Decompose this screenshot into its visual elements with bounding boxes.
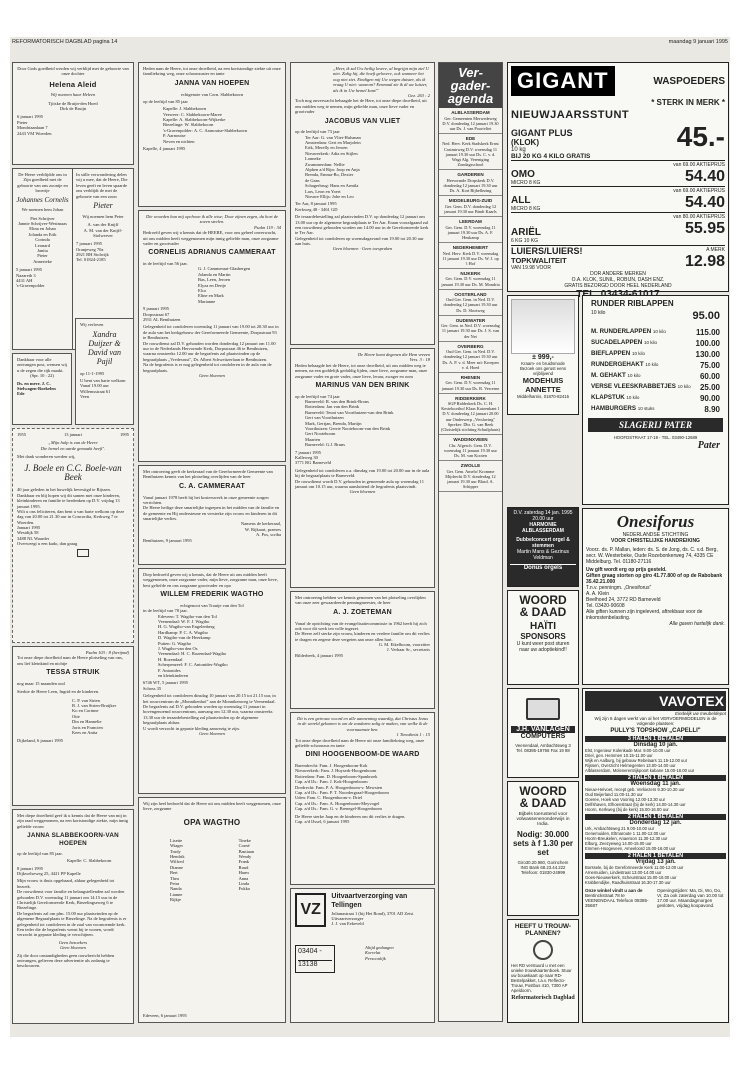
agenda-item-body: Ger. Gem. D.V. woensdag 11 januari 19.30 uur Ds. A. F. Heukamp [445,224,496,240]
agenda-item [439,342,502,373]
death-notice-tessa: Psalm 103 : 8 (berijmd) Tot onze diepe droefheid nam de Heere plotseling van ons, ons lief kleinkind en nichtje TESSA STRUIK nog maar 15 maanden oud Sterkte de Heere Leen, Ingrid en de kinderen. C. P. van Strien B. J. van Strien-Bruijker Ko en Corinne Otte Din en Hannelie Joris en Francien Kees en Anita Dijkeland, 6 januari 1995 [12,646,134,806]
meat-unit: 10 kilo [627,373,641,378]
agenda-list [439,108,502,492]
agenda-item [439,134,502,170]
onesiforus-logo: Onesiforus [616,512,695,531]
meat-unit: 10 kilo [643,340,657,345]
agenda-item-body: Oud Ger. Gem. in Ned. D.V. donderdag 12 januari 19.30 uur Ds. A. P. v. d. Meer m/r Kroepen v. d. Hoed [442,349,499,370]
day-offer: 2 HALEN 1 BETALEN [585,775,726,781]
meat-price: 75.00 [699,361,720,370]
computer-icon [526,698,560,720]
day-date: Dinsdag 10 jan. [633,742,678,748]
funeral-service-ad: VZ Uitvaartverzorging van Tellingen Julianastraat 1 (bij Het Rond), 3701 AD Zeist Uitvaartverzorger J. J. van Eekeveld 03404 - 13138 Altijd geduagen Korrelat Persoonlijk [290,888,435,1023]
phone-number: 13138 [298,960,332,970]
engagement-notice: Wij verloven Xandra Duijzer & David van Pajil op 11-1-1995 U bent van harte welkom Vanaf 19.00 uur Willemsstraat 61 Veen [75,318,134,425]
meat-name: BIEFLAPPEN [591,350,631,357]
meat-price: 90.00 [699,394,720,403]
agenda-item-body: Chr. Afgesch. Gem. D.V. woensdag 11 januari 19.30 uur Ds. M. van Kooten [444,442,497,458]
detergent-was: van 69.00 AKTIEPRIJS [673,188,725,194]
agenda-item-place: WADDINXVEEN [453,437,488,443]
detergent-row [511,186,725,212]
anniversary-announcement: 1955 13 januari 1995 „Mijn hulp is van de Heere Die hemel en aarde gemaakt heeft". Met dank wonderen werden wij, J. Boele en C.C. Boele-van Beek 40 jaar geleden in het huwelijk bevestigd te Rijssen. Dankbaar en blij hopen wij dit samen met onze kinderen, kleinkinderen en familie te herdenken op D.V. vrijdag 13 januari 1995. Wilt u ons feliciteren, dan bent u van harte welkom op deze dag van 20.00 tot 21.30 uur in Concordia, Kerkweg 7 te Woerden. Januari 1995 Westdijk 58 3488 NL Waarder Overweegt u een kado, dan graag [12,428,134,643]
day-stops: Elst, Ingenieur Kolenkade Mar. 9.00-10.00 uur Driel, gen. Hemmen 10.15-11.00 uur Wijk en Aalburg, bij gebouw Rebelaars 11.15-12.00 uur Rijssen, Overzicht Helmegenten 13.00-14.00 uur Alblasserdam, Molenerentrijkpoort kabane 15.00-16.00 uur [585,748,695,773]
envelope-icon [77,549,89,557]
agenda-item [439,196,502,217]
agenda-item-body: Ger. Gemeenten Merwedeweg D.V. donderdag 12 januari 19.30 uur Ds. J. van Poortvliet [442,115,499,131]
detergent-name: ALL [511,195,531,206]
child-name: Pieter [93,200,113,210]
death-notice-cammeraat: Die woorden hun mij opchoon ik alle wise; Door zijnen zegen, du hort de zoeen strelen. Psalm 119 : 34 Bedroefd geven wij u kennis dat de HEERE, voor ons geheel onverwacht, uit ons midden heeft weggenomen mijn innig geliefde man, onze zorgzame vader en grootvader CORNELIS ADRIANUS CAMMERAAT in de leeftijd van 56 jaar. G. J. Cammeraat-Glasbergen Jolanda en Martin Bas, Leen, Jeroen Elyza en Dertje Elco Eline en Mark Marianne 9 januari 1995 Dorpsstraat 67 2931 AL Benthuizen Gelegenheid tot condoleren woensdag 11 januari van 19.00 tot 20.30 uur in de aula van het kerkgebouw der Gereformeerde Gemeente, Dorpsstraat 93 te Benthuizen. De rouwdienst zal D.V. gehouden worden donderdag 12 januari om 11.00 uur in de Nederlands Hervormde Kerk, Dorpsstraat 46 te Benthuizen, waarna omstreeks 12.00 uur de begrafenis zal plaatsvinden op de begraafplaats „Vredesrust", Dr. Albert Schweitzerlaan te Benthuizen. Na de begrafenis is er nog gelegenheid tot condoleren in de aula van de begraafplaats. Geen bloemen [138,210,286,462]
death-notice-janna-van-hoepen: Heden nam de Heere, tot onze droefheid, na een kortstondige ziekte uit onze familiekring weg, onze schoonzuster en tante JANNA VAN HOEPEN echtgenote van Corn. Slabbekoorn op de leeftijd van 85 jaar Kapelle: J. Slabbekoorn Veeweer: C. Slabbekoorn-Maree Kapelle: A. Slabbekoorn-Wijkerke Biezelinge: W. Slabbekoorn 's-Gravenpolder: A. C. Aarnoutse-Slabbekoorn P. Aarnoutse Neven en nichten Kapelle, 4 januari 1995 [138,62,286,207]
detergent-row [511,212,725,238]
concert-ad: D.V. zaterdag 14 jan. 1995 20.00 uur HARMONIE ALBLASSERDAM Dubbelconcert orgel & stemmen Martin Mans & Gezinus Veldman Donus orgels [507,507,579,587]
schedule-day [585,853,726,885]
butcher-logo: Pater [697,440,720,451]
agenda-item [439,435,502,461]
agenda-item-body: Ger. Gem. D.V. woensdag 11 januari 19.30 uur Ds. R. Vercerne [441,380,500,391]
meeting-agenda [438,62,503,1022]
day-stops: Urk, Ambachtsweg 21 9.00-10.00 uur Genemuiden, Eltmaroute 1 11.00-12.00 uur Hoorn-Breukelen, Anaeroon 11.30-12.30 uur Elburg, Zeezyeweg 14.00-15.00 uur Emmen-Hoogeveen, Ameeloord 15.00-16.00 uur [585,826,676,851]
day-date: Woensdag 11 jan. [630,781,681,787]
death-notice-opa-wagtho: Wij zijn heel bedroefd dat de Heere uit ons midden heeft weggenomen, onze lieve, zorgzame OPA WAGTHO Lisette Wiager Trudy Hendrik Wilfred Dianne Bert Thea Petra Nanda Lianne Rijkje Tineke Corné Bastiaan Wendy Frank Ruud Harm Anna Linda Fokko Edeveen, 6 januari 1995 [138,797,286,1023]
agenda-item-place: OOSTERLAND [454,291,487,297]
meat-price: 8.90 [704,405,720,414]
agenda-item [439,217,502,243]
deceased-name: JANNA SLABBEKOORN-VAN HOEPEN [27,832,119,848]
agenda-item-body: Ger. Gem. in Ned. D.V. woensdag 11 januari 19.30 uur Ds. J. S. van der Net [441,323,500,339]
day-date: Donderdag 12 jan. [629,820,682,826]
agenda-item-place: OVERBERG [457,343,484,349]
deceased-name: A. J. ZOETEMAN [333,608,392,616]
church-notice-cammeraat: Met ontroering geeft de kerkeraad van de Gereformeerde Gemeente van Benthuizen kennis van het plotseling overlijden van de heer C. A. CAMMERAAT Vanaf januari 1978 heeft hij het kosterswerk in onze gemeente zorgen verrichten. De Heere heilige deze smartelijke ingrepen in het midden van de familie en de gemeente en Hij ondersteune en versterke zijn vrouw en kinderen in dit smartelijke verlies. Namens de kerkeraad, W. Rijkaart, praeses A. Pos, scriba Benthuizen, 9 januari 1995 [138,465,286,565]
org-name: Uitvaartverzorging van Tellingen [331,893,408,909]
detergent-list [511,160,725,238]
agenda-item-body: Ger. Gem. D.V. woensdag 11 januari 19.30 uur Ds. M. Mondria [441,276,500,287]
day-stops: Nieuw-Helvoet, recept geb. Verkiezers 9.30-10.30 uur Oud Beijerland 11.00-11.30 uur Goeree, Hoek van Vooring 12.00-13.30 uur Delfshaven, Elhoenstraat (bij de kerk) 14.00-14.30 uur Hoorn, Kerkweg (bij de kerk) 15.00-16.00 uur [585,787,686,812]
agenda-item [439,461,502,492]
agenda-item [439,394,502,435]
detergent-price: 54.40 [684,194,725,211]
agenda-item [439,290,502,316]
gigant-logo: GIGANT [511,66,615,96]
agenda-item-body: Ned. Herv. Kerk Stadskerk Ernst Casimirweg D.V. woensdag 11 januari 19.30 uur Ds. C. v. d. Wagt Alg. Vereniging Zondagsschool [442,141,499,168]
agenda-item-place: LEERDAM [459,219,482,225]
meat-name: HAMBURGERS [591,405,637,412]
deceased-name: WILLEM FREDERIK WAGTHO [160,591,264,599]
death-notice-janna: Met diepe droefheid geef ik u kennis dat de Heere van mij in zijn raad weggenomen, na een kortstondige ziekte, mijn innig geliefde vrouw JANNA SLABBEKOORN-VAN HOEPEN op de leeftijd van 85 jaar. Kapelle: C. Slabbekoorn 8 januari 1995 Dijkwelseweg 25, 4421 PP Kapelle Mijn vrouw is thuis opgebaard, aldaar gelegenheid tot bezoek. De rouwdienst voor familie en belangstellenden zal worden gehouden D.V. woensdag 11 januari om 14.15 uur in de Christelijk Gereformeerde Kerk, Biezelingseweg 6 te Biezelinge. De begrafenis zal om plm. 15.00 uur plaatsvinden op de algemene Begraafplaats te Biezelinge. Na de begrafenis is er gelegenheid tot condoleren in de zaal van voornoemde kerk. Een ieder die de begrafenis wenst bij te wonen, wordt verzocht in gepaste kleding te verschijnen. Geen bezoekers Geen bloemen Zij die door onstandigheden geen rouwbericht hebben ontvangen, gelieven deze advertentie als zodanig te beschouwen. [12,809,134,1024]
computers-name: J.H. VANLAGEN [511,726,575,733]
detergent-was: van 69.00 AKTIEPRIJS [673,162,725,168]
child-name: Helena Aleid [49,79,97,89]
agenda-item [439,108,502,134]
meat-name: M. RUNDERLAPPEN [591,328,652,335]
butcher-name: SLAGERIJ PATER [588,418,723,432]
meat-item [585,404,726,415]
agenda-item-place: MIDDELBURG-ZUID [448,198,493,204]
birth-announcement-helena [12,62,134,165]
agenda-item [439,269,502,290]
death-notice-van-vliet: „Heer, ik zal Uw heilig lovere, al begrijpt mijn ziel U niet. Zalig hij, die hoeft gelovere, ook wanneer het oog niet ziet. Eindigen mij Uw wegen duister, als ik vraag U niet: waarom? Eenmaal zie ik ál uw luister, als ik in Uw hemel kom!" Gez. 263 : 2 Toch nog onverwacht behaagde het de Here, tot onze diepe droefheid, uit ons midden weg te nemen, mijn geliefde man, onze lieve vader en grootvader JACOBUS VAN VLIET op de leeftijd van 73 jaar Ter Aar: G. van Vliet-Hulsman Amsterdam: Gert en Marjolein Erik, Merelly en Jeroen Nieuwerkerk: Adia en Stijlen Lonneke Zwammerdam: Nellie Alphen a/d Rijn: Joop en Anja Brenda, Emma-Bo, Dexter de Gans Schagerbrug: Hans en Armila Lars, Leon en Yoert Nieuwe Ellijs: Jobe en Leo Ter Aar, 8 januari 1995 Kerkweg 48 - 3461 GD De teraardebestelling zal plaatsvinden D.V. op donderdag 12 januari om 13.00 uur op de algemene begraafplaats te Ter Aar. Eraan voorafgaand zal een rouwdienst gehouden worden om 14.00 uur in de Gereformeerde kerk te Ter Aar. Gelegenheid tot condoleren op woensdagavond van 19.00 tot 20.30 uur aan huis. Geen bloemen · Geen toespraken [290,62,435,345]
agenda-item-place: RHENEN [460,374,481,380]
birth-pieter: In stille verwondering delen wij u mee, dat de Heere, Die leven geeft en leven spaarde ons verblijdt de met de geboorte van een zoon Pieter Wij noemen hem Peter A. van der Knijff A. M. van der Knijff-Stolwerver 7 januari 1995 Oranjeweg 70a 2921 BH Stolwijk Tel. 01824-2185 [73,169,133,349]
deceased-name: OPA WAGTHO [183,817,241,827]
deceased-name: JACOBUS VAN VLIET [324,117,401,125]
vavotex-schedule [585,736,726,885]
meat-name: M. GEHAKT [591,372,626,379]
day-offer: 2 HALEN 1 BETALEN [585,853,726,859]
thanks-notice: Dankbaar voor alle ontvangen post, wensen wij u de zegen die rijk maakt. (Spr. 10 : 22) Ds. en mevr. J. C. Stelwagen-Roekelen Ede [12,353,72,425]
detergent-was: van 80.00 AKTIEPRIJS [673,214,725,220]
deceased-name: TESSA STRUIK [46,669,100,677]
agenda-item-place: GARDEREN [457,172,484,178]
agenda-item-place: OUDEWATER [455,317,486,323]
meat-price: 115.00 [695,328,720,337]
woord-daad-haiti-ad: WOORD & DAAD HAÏTI SPONSORS U kunt weer post sturen naar uw adoptiekind!! [507,590,579,685]
vavotex-logo: VAVOTEX [585,691,726,711]
meat-name: RUNDERGEHAKT [591,361,644,368]
day-offer: 2 HALEN 1 BETALEN [585,814,726,820]
agenda-item [439,170,502,196]
death-notice-van-den-brink: De Heere komt degenen die Hem vrezen Vers. 3 : 18 Heden behaagde het de Heere, tot onze droefheid, uit ons midden weg te nemen, na een goddelijk geduldig lijden, onze lieve, zorgzame man, onze zorgzame vader en grote vader, onze lieve, leraar, zwager en oom MARINUS VAN DEN BRINK op de leeftijd van 74 jaar Barneveld: R. van den Brink-Brons Rotterdam: Jan van den Brink Barneveld: Teuni van Voorthuizen-van den Brink Gert van Voorthuizen Mark, Gertjan, Brenda, Martijn Voorthuizen: Gerrie Nooteboom-van den Brink Gert Nooteboom Maarten Barneveld: G.J. Bruns 7 januari 1995 Kalleweg 30 3771 RG Barneveld Gelegenheid tot condoleren o.a. dinsdag van 19.00 tot 20.00 uur in de aula bij de begraafplaats te Barneveld. De rouwdienst wordt D.V. gehouden in genoemde aula op woensdag 11 januari om 10.15 uur, waarna aansluitend de begrafenis plaatsvindt. Geen bloemen [290,348,435,588]
meat-unit: 10 kilo [626,395,640,400]
parents: Tjitske de Bruijn-den Hoed Dirk de Bruijn [48,100,98,111]
schedule-day [585,814,726,851]
agenda-item [439,373,502,394]
gigant-ad: GIGANT WASPOEDERS * STERK IN MERK * NIEUWJAARSSTUNT GIGANT PLUS (KLOK) 10 kg 45.- BIJ 20 KG 4 KILO GRATIS OMO MICRO 8 KG van 69.00 AKTIEPRIJS 54.40 ALL MICRO 8 KG van 69.00 AKTIEPRIJS 54.40 ARIËL van 80.00 AKTIEPRIJS 55.95 6 KG 10 KG LUIERS/LUIERS! TOPKWALITEIT VAN 19.98 VOOR A MERK 12.98 DOR ANDERE MERKEN O.A. KLOK, SUNIL, ROBIJN, DASH ENZ. GRATIS BEZORGD DOOR HEEL NEDERLAND [507,62,729,292]
deceased-name: JANNA VAN HOEPEN [174,79,250,87]
diaper-price: 12.98 [684,253,725,270]
nickname: Wij noemen haar Heleen [50,92,96,98]
agenda-item-body: SGP Ridderkerk Ds. C. H. Kesteloorthof Klaas Katoenkant 1 D.V. donderdag 12 januari 20.00 uur Onderwerp „Verslaving" Spreker: Dhr. G. van Beek (Christelijk stichting Schuilplaats) [441,401,500,432]
detergent-name: ARIËL [511,227,541,238]
header-left: REFORMATORISCH DAGBLAD pagina 14 [12,39,118,45]
address: 6 januari 1995 Pieter Mondriaanlaan 7 2443 VM Woerden [17,114,52,136]
detergent-price: 54.40 [684,168,725,185]
meat-name: VERSE VLEESKRABBETJES [591,383,676,390]
day-offer: 3 HALEN 1 BETALEN [585,736,726,742]
deceased-name: MARINUS VAN DEN BRINK [315,381,410,389]
detergent-name: OMO [511,169,535,180]
agenda-item-place: ZWOLLE [460,463,481,469]
detergent-row [511,160,725,186]
meat-item [585,349,726,360]
meat-item [585,327,726,338]
announcement-intro: Door Gods goedheid werden wij verblijd met de geboorte van onze dochter [17,66,129,77]
funeral-logo-icon: VZ [295,893,326,927]
meat-unit: 10 kilo [631,351,645,356]
schedule-day [585,775,726,812]
notice-zoeteman: Met ontroering hebben we kennis genomen van het plotseling overlijden van onze zeer gewaardeerde penningmeester, de heer A. J. ZOETEMAN Vanaf de oprichting van de evangelisatiecommissie in 1962 heeft hij zich ook voor dit werk ten volle ingezet. De Heere zelf sterke zijn vrouw, kinderen en verdere familie om dit verlies te dragen en zegene deze vergeten aan onze allen hart. G. M. Eikelboom, voorzitter J. Verhaar Sr., secretaris Bilderbeek, 4 januari 1995 [290,591,435,709]
agenda-item [439,243,502,269]
couple-names: Xandra Duijzer & David van Pajil [87,330,122,366]
birth-johannes: De Heere verblijdde ons in Zijn goedheid met de geboorte van ons zoontje en broertje Johannes Cornelis We noemen hem Johan Piet Schrijver Jannie Schrijver-Westmaas Elina en Johan Jolanda en Erik Corinda Leonard Janita Pieter Annerieke 5 januari 1995 Nazareth 3 4431 AH 's-Gravenpolder [13,169,73,349]
meat-unit: 10 kilo [645,362,659,367]
detergent-kg: MICRO 8 KG [511,206,541,212]
woord-daad-india-ad: WOORD & DAAD Bijbels toerustend voor volwassenenonderwijs in India. Nodig: 30.000 sets à f 1.30 per set Giro30.20.980, Gorinchem ING Bank 68.23.44.222 Telefoon: 01830-24999 [507,781,579,916]
agenda-item-body: Oud Ger. Gem. in Ned. D.V. donderdag 12 januari 19.30 uur Ds. D. Slootweg [443,297,498,313]
meat-item [585,393,726,404]
agenda-item-body: Hervormde Dorpskerk D.V. donderdag 12 januari 19.30 uur Ds. A. Kort Bijbellezing [443,177,498,194]
meat-unit: 10 kilo [677,384,691,389]
agenda-item [439,316,502,342]
vavotex-ad: VAVOTEX Eindelijk uw meubeldepot Wij zijn 6 dagen werkt van al het VERVOERMIDDELEN in de volgende plaatsen: PULLY'S TOPSHOW „CAPELLI" 3 HALEN 1 BETALEN Dinsdag 10 jan. Elst, Ingenieur Kolenkade Mar. 9.00-10.00 uur Driel, gen. Hemmen 10.15-11.00 uur Wijk en Aalburg, bij gebouw Rebelaars 11.15-12.00 uur Rijssen, Overzicht Helmegenten 13.00-14.00 uur Alblasserdam, Molenerentrijkpoort kabane 15.00-16.00 uur 2 HALEN 1 BETALEN Woensdag 11 jan. Nieuw-Helvoet, recept geb. Verkiezers 9.30-10.30 uur Oud Beijerland 11.00-11.30 uur Goeree, Hoek van Vooring 12.00-13.30 uur Delfshaven, Elhoenstraat (bij de kerk) 14.00-14.30 uur Hoorn, Kerkweg (bij de kerk) 15.00-16.00 uur 2 HALEN 1 BETALEN Donderdag 12 jan. Urk, Ambachtsweg 21 9.00-10.00 uur Genemuiden, Eltmaroute 1 11.00-12.00 uur Hoorn-Breukelen, Anaeroon 11.30-12.30 uur Elburg, Zeezyeweg 14.00-15.00 uur Emmen-Hoogeveen, Ameeloord 15.00-16.00 uur 2 HALEN 1 BETALEN Vrijdag 13 jan. Borssele, bij de Gereformeerde Kerk 11.00-12.00 uur Arnemuiden, Lindestraat 13.00-14.00 uur Goes-Nieuwerkerk, Scheurstraat 15.00-16.00 uur Krabbendijke, Raadhuisstraat 16.30-17.30 uur Onze winkel vindt u aan de Bentinckstraat 78 te VEENENDAAL Telefoon 08385-35687 Openingstijden: Ma, Di, Wo, Do, Vr, Za ook zaterdag van 10.00 tot 17.00 uur. Maandagmorgen gesloten, vrijdag koopavond. [582,688,729,1023]
agenda-item-place: ALBLASSERDAM [451,110,490,115]
deceased-name: C. A. CAMMERAAT [179,482,245,490]
meat-unit: 10 kilo [652,329,666,334]
meat-item [585,338,726,349]
modehuis-name: MODEHUIS ANNETTE [522,376,564,394]
butcher-ad: RUNDER RIBLAPPEN 10 kilo 95.00 M. RUNDERLAPPEN 10 kilo 115.00 SUCADELAPPEN 10 kilo 100.00 BIEFLAPPEN 10 kilo 130.00 RUNDERGEHAKT 10 kilo 75.00 M. GEHAKT 10 kilo 60.00 VERSE VLEESKRABBETJES 10 kilo 25.00 KLAPSTUK 10 kilo 90.00 HAMBURGERS 10 stuks 8.90 SLAGERIJ PATER HOOFDSTRAAT 17-19 - TEL. 03490-12689 Pater [582,295,729,505]
meat-item [585,382,726,393]
child-name: Johannes Cornelis [16,195,69,204]
meat-item [585,360,726,371]
phone-prefix: 03404 - [298,948,322,955]
agenda-item-place: RIDDERKERK [455,395,486,401]
bride-image [511,299,575,354]
day-stops: Borssele, bij de Gereformeerde Kerk 11.00-12.00 uur Arnemuiden, Lindestraat 13.00-14.00 uur Goes-Nieuwerkerk, Scheurstraat 15.00-16.00 uur Krabbendijke, Raadhuisstraat 16.30-17.30 uur [585,865,684,885]
couple-names: J. Boele en C.C. Boele-van Beek [24,462,122,483]
meat-name: SUCADELAPPEN [591,339,643,346]
meat-price: 25.00 [699,383,720,392]
onesiforus-ad: Onesiforus NEDERLANDSE STICHTING VOOR CHRISTELIJKE HANDREIKING Voorz. ds. P. Mallan, leden: ds. S. de Jong, ds. C. v.d. Berg, secr. W. Westerbeke, Oude Rozebonkerweg 74, 4335 CE Middelburg. Tel. 01180-27116 Uw gift wordt erg op prijs gesteld. Giften graag storten op giro 41.77.800 of op de Rabobank 35.42.21.000 T.n.v. penningm. „Onesiforus" A. A. Klein Beelhoed 24, 3772 RD Barneveld Tel. 03420-90608 Alle giften kunnen zijn ingeleverd, aftrekbaar voor de inkomstenbelasting. Alle gaven hartelijk dank. [582,508,729,685]
detergent-price: 55.95 [684,220,725,237]
agenda-item-place: EDE [465,135,476,141]
meat-price: 60.00 [699,372,720,381]
meat-price: 130.00 [695,350,720,359]
agenda-item-place: NEDERHEMERT [452,245,489,250]
meat-list [585,327,726,415]
schedule-day [585,736,726,773]
death-notice-hoogenboom: Dit is een getrouw woord en alle aanneming waardig, dat Christus Jezus in de wereld gekomen is om de zondaren zalig te maken, van welke ik de voornaamste ben. 1 Timotheüs 1 : 15 Tot onze diepe droefheid nam de Heere uit onze familiekring weg, onze geliefde schoonzus en tante DINI HOOGENBOOM-DE WAARD Barendrecht: Fam. J. Hoogenboom-Kok Nieuwerkerk: Fam. J. Huyserk-Hoogenboom Rotterdam: Fam. D. Hoogenboom-Spanbroek Cap. a/d IJs.: Fam. J. Kok-Hoogenboom Dordrecht: Fam. P. A. Hoogenboom-v. Mewsten Cap. a/d IJs.: Fam. P. T. Noordergraaf-Hoogenboom Uden: Fam. C. Hoogenboom-v. Driel Cap. a/d IJs.: Fam. A. Hoogenboom-Meyvogel Cap. a/d IJs.: Fam. G. v. Brenegel-Hoogenboom De Heere sterke Jaap en de kinderen om dit verlies te dragen. Cap. a/d IJssel, 6 januari 1995 [290,712,435,885]
detergent-kg: MICRO 8 KG [511,180,541,186]
meat-item [585,371,726,382]
day-date: Vrijdag 13 jan. [635,859,676,865]
agenda-item-body: Ned. Herv. Kerk D.V. woensdag 11 januari 19.30 uur Ds. W. J. op 't Hof [442,250,499,266]
meat-name: KLAPSTUK [591,394,625,401]
meat-price: 100.00 [695,339,720,348]
page-header [12,39,728,49]
header-right: maandag 9 januari 1995 [668,39,728,45]
wedding-plans-ad: HEEFT U TROUW-PLANNEN? Het RD verstuurd u met een unieke trouwkaartenboek. Stuur uw bouwkaart op naar RD-Bestelpakket, t.a.v. Reflecto-Trouw, Postbus 410, 7300 AP Apeldoorn. Reformatorisch Dagblad [507,919,579,1023]
agenda-item-body: Ger. Gem. Amelo/ Kromme Mijdrecht D.V. donderdag 12 januari 19.30 uur Blasd. A. Schipper [445,468,496,490]
modehuis-ad: ± 999,- Kraam- en bruidsmode Bezoek ons gerust eens vrijblijvend MODEHUIS ANNETTE Middelharnis, 01870-82415 [507,295,579,415]
gigant-plus-price: 45.- [676,121,725,152]
computers-ad: J.H. VANLAGEN COMPUTERS Veenendaal, Ambachtsweg 3 Tel. 08385-19766 Fax 19 88 [507,688,579,778]
ring-icon [533,940,553,960]
deceased-name: CORNELIS ADRIANUS CAMMERAAT [148,249,276,257]
agenda-item-body: Ger. Gem. D.V. donderdag 12 januari 19.30 uur Bindt Kaarls [444,203,497,214]
meat-unit: 10 stuks [637,406,655,411]
agenda-title: Ver-gader-agenda [439,63,502,108]
deceased-name: DINI HOOGENBOOM-DE WAARD [305,751,420,759]
agenda-item-place: NIJKERK [460,270,481,276]
death-notice-wagtho: Diep bedroefd geven wij u kennis, dat de Heere uit ons midden heeft weggenomen, onze zorgzame vader, mijn lieve, zorgzame man, onze lieve, best geliefde en ons zorgzame grootvader en opa WILLEM FREDERIK WAGTHO echtgenoot van Trautje van den Tol in de leeftijd van 78 jaar. Edeveen: T. Wagtho-van den Tol Veenendaal: W. F. J. Wagtho H. G. Wagtho-van Engelenberg Hardkamp: P. C. A. Wagtho D. Wagtho-van de Heerkamp Putten: G. Wagtho J. Wagtho-van den Os Veenendaal: H. C. Rozendaal-Wagtho H. Rozendaal Scherpenzeel: F. C. Antonides-Wagtho F. Antonides en kleinkinderen 6746 WT, 5 januari 1995 Schoss 35 Gelegenheid tot condoleren dinsdag 10 januari van 20.15 tot 21.15 uur, in het rouwcentrum de „Monnikenhof" aan de Monnikenweg te Veenendaal. De begrafenis zal D.V. gehouden worden op woensdag 11 januari in bovengenoemd rouwcentrum, aanvang om 12.30 uur, waarna omstreeks 13.30 uur de teraardebestelling zal plaatsvinden op de algemene begraafplaats aldaar. U wordt verzocht in gepaste kleding aanwezig te zijn. Geen bloemen [138,568,286,794]
